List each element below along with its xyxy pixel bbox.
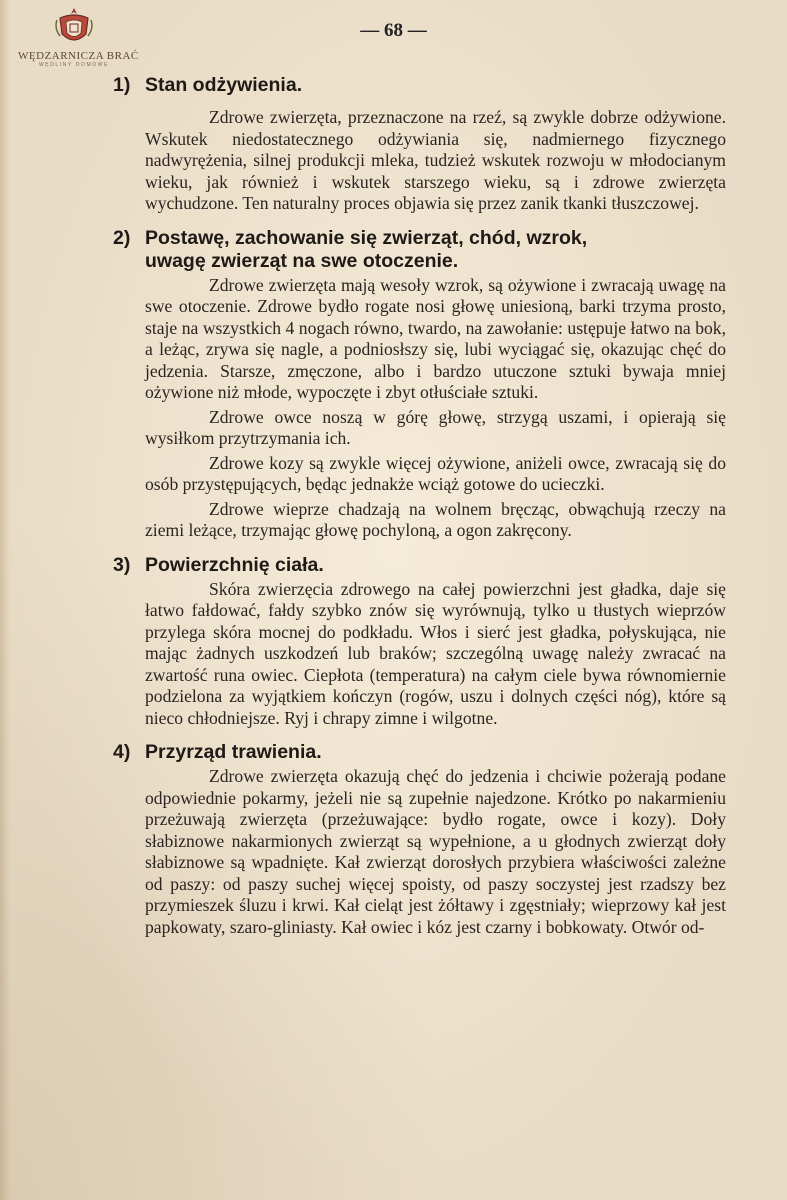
section-3 bbox=[113, 554, 726, 730]
paragraph: Zdrowe zwierzęta okazują chęć do jedzenia i chciwie pożerają podane odpowiednie pokarmy, jeżeli nie są zupełnie najedzone. Krótko po nakarmieniu przeżuwają zwierzęta (przeżuwające: bydło rogate, owce i kozy). Doły słabiznowe nakarmionych zwierząt są wypełnione, a u głodnych zwierząt doły słabiznowe są wpadnięte. Kał zwierząt dorosłych przybiera właściwości zależne od paszy: od paszy suchej więcej spoisty, od paszy soczystej jest rzadszy bez przymieszek śluzu i krwi. Kał cieląt jest żółtawy i zgęstniały; wieprzowy kał jest papkowaty, szaro-gliniasty. Kał owiec i kóz jest czarny i bobkowaty. Otwór od- bbox=[145, 766, 726, 937]
section-title: Stan odżywienia. bbox=[145, 74, 303, 96]
section-heading bbox=[113, 227, 726, 273]
section-title: Przyrząd trawienia. bbox=[145, 741, 322, 763]
page-edge-shadow bbox=[0, 0, 10, 1200]
logo-subtitle: WĘDLINY DOMOWE bbox=[38, 62, 110, 68]
section-4 bbox=[113, 741, 726, 938]
section-title-continued: uwagę zwierząt na swe otoczenie. bbox=[145, 249, 459, 272]
section-heading bbox=[113, 74, 726, 97]
page-body bbox=[113, 74, 726, 950]
paragraph: Zdrowe owce noszą w górę głowę, strzygą uszami, i opierają się wysiłkom przytrzymania ich. bbox=[145, 406, 726, 448]
section-heading bbox=[113, 741, 726, 764]
logo-name: WĘDZARNICZA BRAĆ bbox=[18, 50, 139, 62]
section-title: Powierzchnię ciała. bbox=[145, 553, 324, 576]
paragraph: Skóra zwierzęcia zdrowego na całej powierzchni jest gładka, daje się łatwo fałdować, fałdy szybko znów się wyrównują, tylko u tłustych wieprzów przylega skóra mocnej do podkładu. Włos i sierć jest gładka, połyskująca, nie mając żadnych uszkodzeń lub braków; szczególną uwagę należy zwracać na zwartość runa owiec. Ciepłota (temperatura) na całym ciele bywa równomiernie podzielona za wyjątkiem kończyn (rogów, uszu i dolnych części nóg), które są nieco chłodniejsze. Ryj i chrapy zimne i wilgotne. bbox=[145, 578, 726, 728]
section-2 bbox=[113, 227, 726, 542]
paragraph: Zdrowe zwierzęta, przeznaczone na rzeź, są zwykle dobrze odżywione. Wskutek niedostatecznego odżywiania się, nadmiernego fizycznego nadwyrężenia, silnej produkcji mleka, tudzież wskutek rozwoju w młodocianym wieku, jak również i wskutek starszego wieku, są i zdrowe zwierzęta wychudzone. Ten naturalny proces objawia się przez zanik tkanki tłuszczowej. bbox=[145, 107, 726, 213]
section-1 bbox=[113, 74, 726, 215]
paragraph: Zdrowe kozy są zwykle więcej ożywione, aniżeli owce, zwracają się do osób przystępujących, będąc jednakże wciąż gotowe do ucieczki. bbox=[145, 452, 726, 494]
paragraph: Zdrowe zwierzęta mają wesoły wzrok, są ożywione i zwracają uwagę na swe otoczenie. Zdrowe bydło rogate nosi głowę uniesioną, barki trzyma prosto, staje na wszystkich 4 nogach równo, twardo, na zawołanie: ustępuje łatwo na bok, a leżąc, zrywa się nagle, a podniosłszy się, lubi wyciągać się, okazując chęć do jedzenia. Starsze, zmęczone, albo i bardzo utuczone sztuki bywaja mniej ożywione niż młode, wypoczęte i zbyt otłuściałe sztuki. bbox=[145, 274, 726, 402]
section-number: 2) bbox=[113, 226, 131, 249]
section-heading bbox=[113, 554, 726, 577]
paragraph: Zdrowe wieprze chadzają na wolnem bręcząc, obwąchują rzeczy na ziemi leżące, trzymając głowę pochyloną, a ogon zakręcony. bbox=[145, 498, 726, 540]
section-title: Postawę, zachowanie się zwierząt, chód, wzrok, bbox=[145, 226, 588, 249]
section-number: 1) bbox=[113, 74, 131, 96]
page-number: — 68 — bbox=[360, 20, 427, 41]
section-number: 4) bbox=[113, 741, 131, 763]
section-number: 3) bbox=[113, 553, 131, 576]
